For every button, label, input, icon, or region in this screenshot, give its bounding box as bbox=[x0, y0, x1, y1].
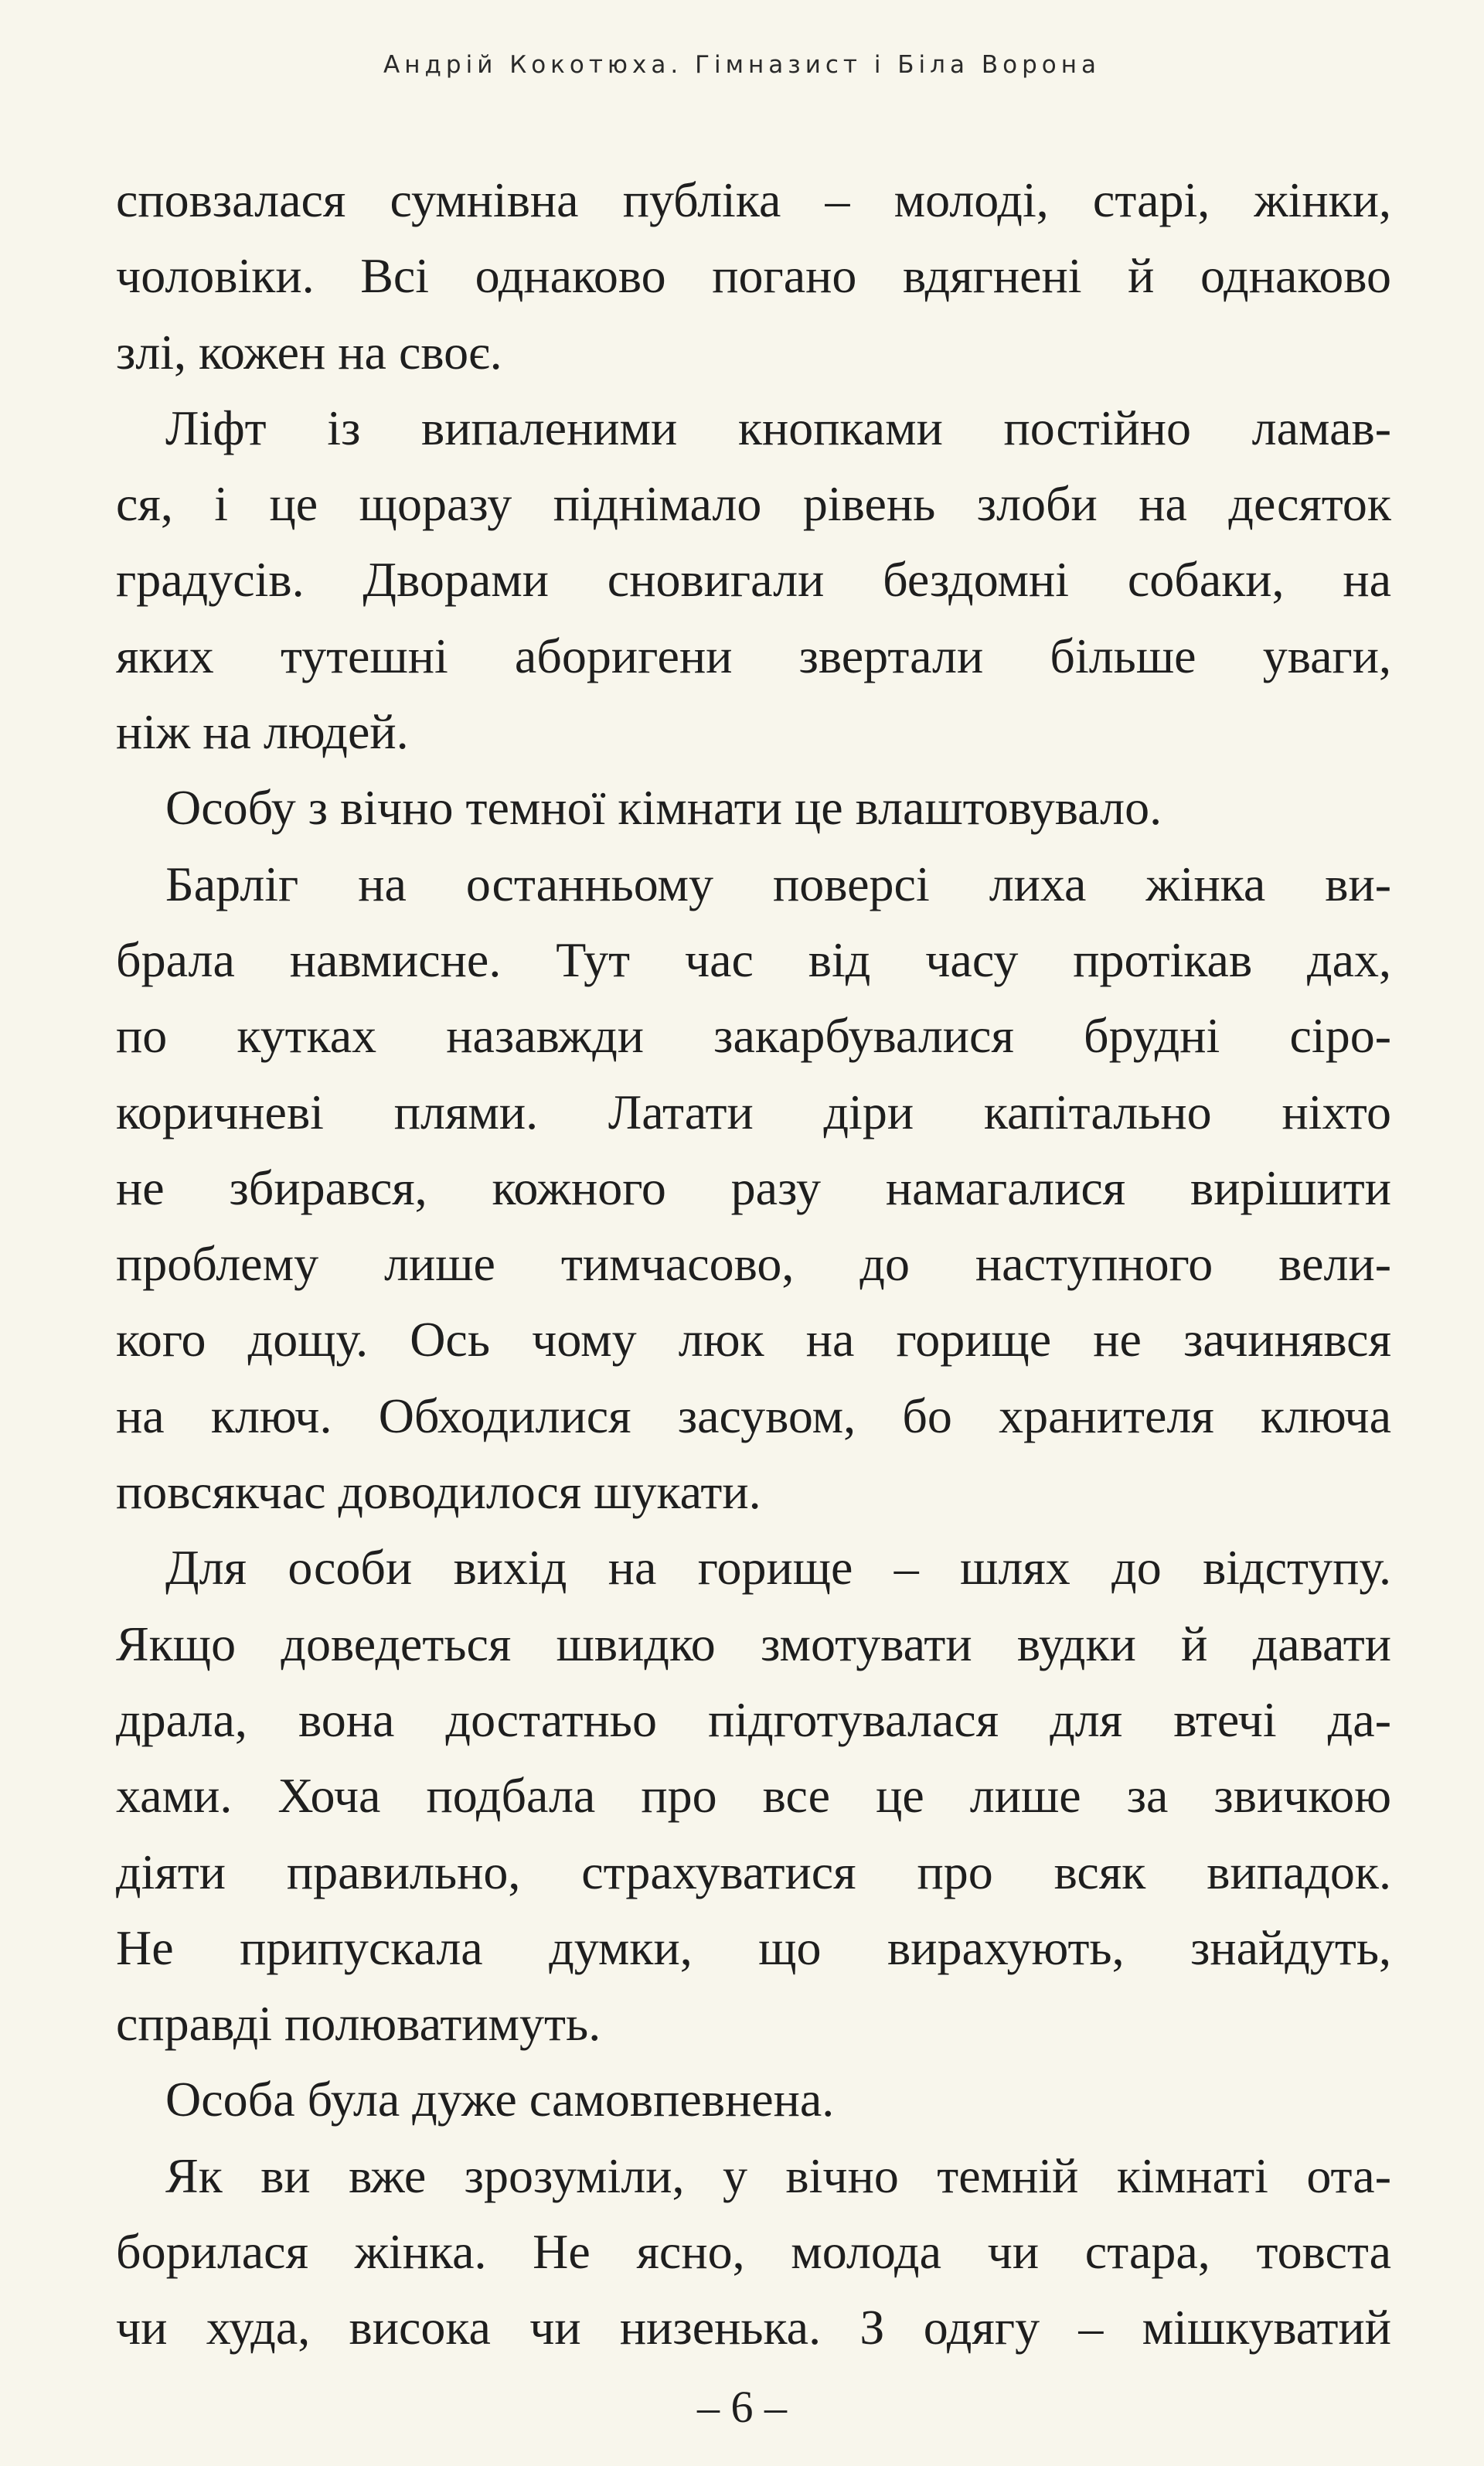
text-line: повсякчас доводилося шукати. bbox=[116, 1464, 761, 1520]
text-line: Для особи вихід на горище – шлях до відступу. bbox=[165, 1540, 1391, 1596]
paragraph bbox=[116, 2062, 1391, 2137]
paragraph bbox=[116, 2138, 1391, 2366]
text-line: Особу з вічно темної кімнати це влаштовувало. bbox=[165, 780, 1162, 836]
text-line: Як ви вже зрозуміли, у вічно темній кімнаті ота- bbox=[165, 2148, 1391, 2203]
text-line: Не припускала думки, що вирахують, знайдуть, bbox=[116, 1919, 1391, 1975]
text-line: ся, і це щоразу піднімало рівень злоби на десяток bbox=[116, 476, 1391, 532]
text-line: брала навмисне. Тут час від часу протікав дах, bbox=[116, 932, 1391, 987]
text-line: борилася жінка. Не ясно, молода чи стара, товста bbox=[116, 2224, 1391, 2280]
text-line: Особа була дуже самовпевнена. bbox=[165, 2072, 835, 2127]
text-line: не збирався, кожного разу намагалися вирішити bbox=[116, 1160, 1391, 1215]
text-line: діяти правильно, страхуватися про всяк випадок. bbox=[116, 1844, 1391, 1899]
text-line: справді полюватимуть. bbox=[116, 1996, 601, 2052]
text-line: яких тутешні аборигени звертали більше уваги, bbox=[116, 628, 1391, 683]
text-line: Якщо доведеться швидко змотувати вудки й давати bbox=[116, 1616, 1391, 1671]
text-line: проблему лише тимчасово, до наступного вели- bbox=[116, 1236, 1391, 1292]
text-line: коричневі плями. Латати діри капітально ніхто bbox=[116, 1084, 1391, 1139]
text-line: на ключ. Обходилися засувом, бо хранителя ключа bbox=[116, 1388, 1391, 1443]
paragraph bbox=[116, 770, 1391, 846]
paragraph bbox=[116, 1530, 1391, 2062]
text-line: по кутках назавжди закарбувалися брудні сіро- bbox=[116, 1008, 1391, 1064]
text-line: злі, кожен на своє. bbox=[116, 324, 502, 380]
text-line: сповзалася сумнівна публіка – молоді, старі, жінки, bbox=[116, 172, 1391, 227]
page-number: – 6 – bbox=[697, 2382, 787, 2432]
page-body-text bbox=[116, 162, 1391, 2366]
text-line: градусів. Дворами сновигали бездомні собаки, на bbox=[116, 552, 1391, 608]
text-line: чи худа, висока чи низенька. З одягу – мішкуватий bbox=[116, 2300, 1391, 2355]
text-line: хами. Хоча подбала про все це лише за звичкою bbox=[116, 1768, 1391, 1824]
text-line: драла, вона достатньо підготувалася для втечі да- bbox=[116, 1691, 1391, 1747]
running-header: Андрій Кокотюха. Гімназист і Біла Ворона bbox=[383, 51, 1101, 79]
paragraph bbox=[116, 390, 1391, 770]
text-line: ніж на людей. bbox=[116, 704, 409, 760]
text-line: чоловіки. Всі однаково погано вдягнені й однаково bbox=[116, 248, 1391, 304]
text-line: кого дощу. Ось чому люк на горище не зачинявся bbox=[116, 1312, 1391, 1368]
paragraph bbox=[116, 846, 1391, 1531]
text-line: Барліг на останньому поверсі лиха жінка ви- bbox=[165, 856, 1391, 911]
paragraph bbox=[116, 162, 1391, 390]
text-line: Ліфт із випаленими кнопками постійно ламав- bbox=[165, 400, 1391, 455]
